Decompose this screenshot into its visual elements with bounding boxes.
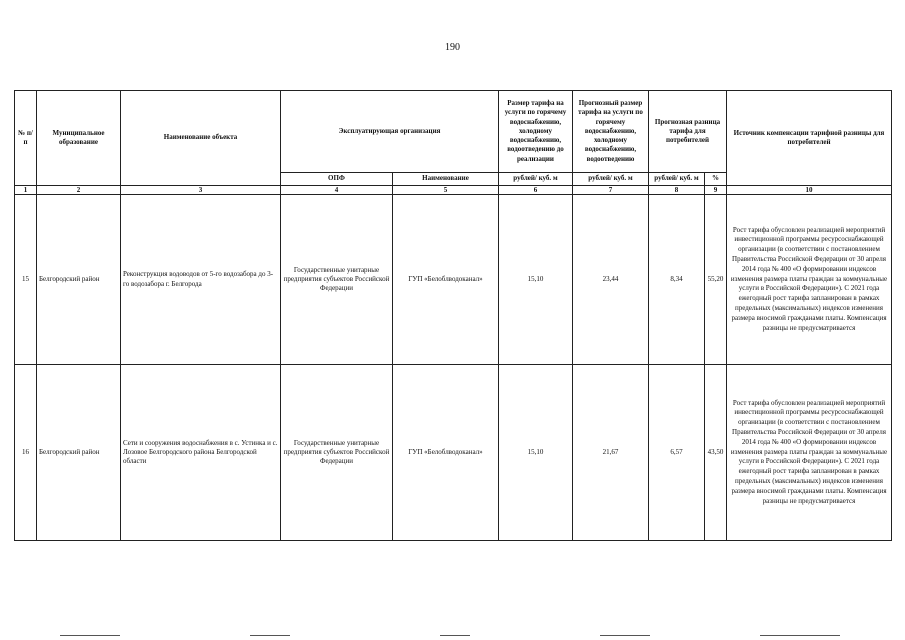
row-number: 16 <box>15 365 37 541</box>
subheader-unit-8: рублей/ куб. м <box>649 173 705 186</box>
row-source: Рост тарифа обусловлен реализацией мероприятий инвестиционной программы ресурсоснабжающей организации (в соответствии с постановлением Правительства Российской Федерации от 30 апреля 2014 года № 400 «О формировании индексов изменения размера платы граждан за коммунальные услуги в Российской Федерации»). С 2021 года ежегодный рост тарифа запланирован в рамках предельных (максимальных) индексов изменения размера вносимой гражданами платы. Компенсация разницы не предусматривается <box>727 365 892 541</box>
scan-edge-marks <box>0 632 905 640</box>
row-opf: Государственные унитарные предприятия субъектов Российской Федерации <box>281 195 393 365</box>
column-number: 5 <box>393 186 499 195</box>
row-opf: Государственные унитарные предприятия субъектов Российской Федерации <box>281 365 393 541</box>
header-forecast: Прогнозный размер тарифа на услуги по горячему водоснабжению, холодному водоснабжению, водоотведению <box>573 91 649 173</box>
column-number-row <box>15 186 892 195</box>
column-number: 3 <box>121 186 281 195</box>
header-diff: Прогнозная разница тарифа для потребителей <box>649 91 727 173</box>
row-municipality: Белгородский район <box>37 365 121 541</box>
subheader-pct: % <box>705 173 727 186</box>
row-forecast: 21,67 <box>573 365 649 541</box>
column-number: 8 <box>649 186 705 195</box>
column-number: 6 <box>499 186 573 195</box>
column-number: 9 <box>705 186 727 195</box>
header-num: № п/п <box>15 91 37 186</box>
column-number: 2 <box>37 186 121 195</box>
header-object: Наименование объекта <box>121 91 281 186</box>
column-number: 1 <box>15 186 37 195</box>
column-number: 4 <box>281 186 393 195</box>
row-number: 15 <box>15 195 37 365</box>
row-object: Реконструкция водоводов от 5-го водозабора до 3-го водозабора г. Белгорода <box>121 195 281 365</box>
table-header-row <box>15 91 892 173</box>
row-object: Сети и сооружения водоснабжения в с. Устинка и с. Лозовое Белгородского района Белгородской области <box>121 365 281 541</box>
table-row <box>15 365 892 541</box>
row-operator-name: ГУП «Белоблводоканал» <box>393 195 499 365</box>
column-number: 7 <box>573 186 649 195</box>
row-forecast: 23,44 <box>573 195 649 365</box>
subheader-opf: ОПФ <box>281 173 393 186</box>
row-diff: 6,57 <box>649 365 705 541</box>
row-tariff: 15,10 <box>499 195 573 365</box>
tariff-table <box>14 90 892 541</box>
subheader-name: Наименование <box>393 173 499 186</box>
header-source: Источник компенсации тарифной разницы для потребителей <box>727 91 892 186</box>
table-row <box>15 195 892 365</box>
subheader-unit-7: рублей/ куб. м <box>573 173 649 186</box>
page-number: 190 <box>445 42 460 53</box>
subheader-unit-6: рублей/ куб. м <box>499 173 573 186</box>
row-municipality: Белгородский район <box>37 195 121 365</box>
row-pct: 43,50 <box>705 365 727 541</box>
header-operator: Эксплуатирующая организация <box>281 91 499 173</box>
header-municipality: Муниципальное образование <box>37 91 121 186</box>
row-tariff: 15,10 <box>499 365 573 541</box>
header-tariff: Размер тарифа на услуги по горячему водоснабжению, холодному водоснабжению, водоотведению до реализации <box>499 91 573 173</box>
row-pct: 55,20 <box>705 195 727 365</box>
column-number: 10 <box>727 186 892 195</box>
row-operator-name: ГУП «Белоблводоканал» <box>393 365 499 541</box>
row-diff: 8,34 <box>649 195 705 365</box>
row-source: Рост тарифа обусловлен реализацией мероприятий инвестиционной программы ресурсоснабжающей организации (в соответствии с постановлением Правительства Российской Федерации от 30 апреля 2014 года № 400 «О формировании индексов изменения размера платы граждан за коммунальные услуги в Российской Федерации»). С 2021 года ежегодный рост тарифа запланирован в рамках предельных (максимальных) индексов изменения размера вносимой гражданами платы. Компенсация разницы не предусматривается <box>727 195 892 365</box>
